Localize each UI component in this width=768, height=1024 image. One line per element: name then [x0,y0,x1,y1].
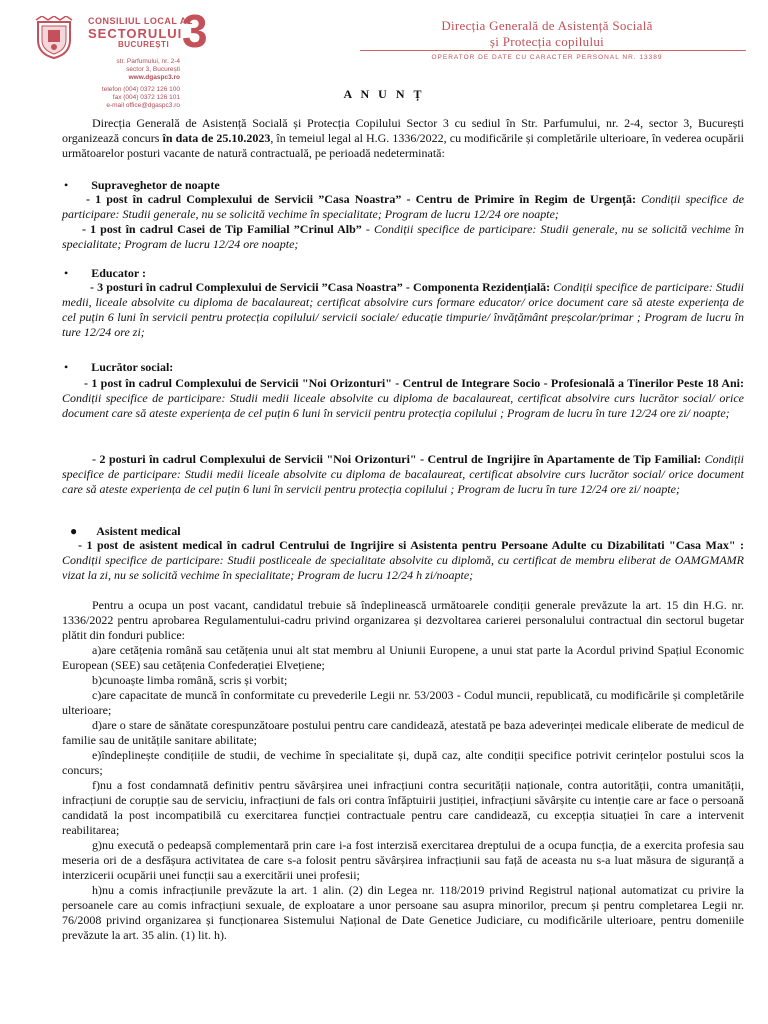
condition-e: e)îndeplinește condițiile de studii, de vechime în specialitate și, după caz, alte condiții specifice potrivit cerințelor postului scos la concurs; [62,748,744,777]
section-title: Asistent medical [96,524,181,538]
website-link[interactable]: www.dgaspc3.ro [128,74,180,81]
post-entry [62,538,744,583]
intro-paragraph [62,116,744,161]
post-title: - 2 posturi în cadrul Complexului de Servicii "Noi Orizonturi" - Centrul de Ingrijire în Apartamente de Tip Familial: [92,452,702,466]
section-educator [64,266,146,281]
condition-d: d)are o stare de sănătate corespunzătoare postului pentru care candidează, atestată pe baza adeverinței medicale eliberate de medicul de familie sau de unitățile sanitare abilitate; [62,718,744,747]
section-social-worker [64,360,173,375]
post-title: - 3 posturi în cadrul Complexului de Servicii ”Casa Noastra” - Componenta Rezidențială: [90,280,551,294]
council-line-1: CONSILIUL LOCAL AL [88,16,193,26]
general-conditions-intro: Pentru a ocupa un post vacant, candidatul trebuie să îndeplinească următoarele condiții generale prevăzute la art. 15 din H.G. nr. 1336/2022 pentru aprobarea Regulamentului-cadru privind organizarea și dezvoltarea carierei personalului contractual din sectorul bugetar plătit din fonduri publice: [62,598,744,642]
council-line-3: BUCUREȘTI [118,40,170,49]
directorate-name-line-2: și Protecția copilului [489,34,605,49]
fax-number: fax (004) 0372 126 101 [112,94,180,101]
intro-date: în data de 25.10.2023 [162,131,271,145]
post-entry [62,376,744,421]
section-title: Supraveghetor de noapte [91,178,220,192]
section-night-supervisor [64,178,220,193]
post-entry [62,452,744,497]
intro-text-a: Direcția Generală de Asistență Socială și Protecția Copilului Sector 3 cu sediul în Str. Parfumului, nr. 2-4, sector 3, București organizează concurs [62,116,744,145]
post-conditions: Condiții specifice de participare: Studii medii liceale absolvite cu diploma de bacalaureat, certificat absolvire curs lucrător social/ orice document care să ateste experiența de cel puțin 6 luni în servicii pentru protecția copilului ; Program de lucru în ture 12/24 ore zi/ noapte; [62,391,744,420]
directorate-name-line-1: Direcția Generală de Asistență Socială [441,18,653,33]
section-title: Educator : [91,266,146,280]
data-operator-number: OPERATOR DE DATE CU CARACTER PERSONAL NR. 13389 [431,54,663,61]
post-conditions: Condiții specifice de participare: Studii generale, nu se solicită vechime în specialitate; Program de lucru 12/24 ore noapte; [62,192,744,221]
condition-b: b)cunoaște limba română, scris și vorbit; [92,673,288,687]
phone-number: telefon (004) 0372 126 100 [101,86,180,93]
bullet-icon: ● [70,524,78,538]
sector-number-logo: 3 [182,5,208,57]
post-entry [62,222,744,252]
section-title: Lucrător social: [91,360,174,374]
email-address[interactable]: e-mail office@dgaspc3.ro [106,102,180,109]
post-title: - 1 post în cadrul Complexului de Servicii ”Casa Noastra” - Centru de Primire în Regim de Urgență: [86,192,636,206]
address-line-1: str. Parfumului, nr. 2-4 [116,58,180,65]
document-title: A N U N Ț [343,87,425,101]
council-line-2: SECTORULUI [88,26,183,41]
bullet-icon: • [64,360,69,374]
post-title: - 1 post în cadrul Casei de Tip Familial ”Crinul Alb” [82,222,362,236]
condition-f: f)nu a fost condamnată definitiv pentru săvârșirea unei infracțiuni contra securității naționale, contra autorității, contra umanității, infracțiuni de corupție sau de serviciu, infracțiuni de fals ori contra înfăptuirii justiției, infracțiuni săvârșite cu intenție care ar face o persoană candidată la post incompatibilă cu exercitarea funcției contractuale pentru care candidează, cu excepția situației în care a intervenit reabilitarea; [62,778,744,837]
section-medical-assistant [70,524,181,539]
post-title: - 1 post de asistent medical în cadrul Centrului de Ingrijire si Asistenta pentru Persoane Adulte cu Dizabilitati "Casa Max" : [78,538,744,552]
post-conditions: Condiții specifice de participare: Studii postliceale de specialitate absolvite cu diplomă, cu certificat de membru eliberat de OAMGMAMR vizat la zi, nu se solicită vechime în specialitate; Program de lucru 12/24 h zi/noapte; [62,553,744,582]
post-title: - 1 post în cadrul Complexului de Servicii "Noi Orizonturi" - Centrul de Integrare Socio - Profesională a Tinerilor Peste 18 Ani: [84,376,744,390]
post-entry [62,280,744,340]
bullet-icon: • [64,178,69,192]
condition-c: c)are capacitate de muncă în conformitate cu prevederile Legii nr. 53/2003 - Codul muncii, republicată, cu modificările și completările ulterioare; [62,688,744,717]
address-line-2: sector 3, București [126,66,180,73]
post-conditions: Condiții specifice de participare: Studii medii, liceale absolvite cu diploma de bacalaureat; certificat absolvire curs formare educator/ orice document care să ateste experiența de cel puțin 6 luni în servicii pentru protecția copilului/ servicii sociale/ educație timpurie/ învățământ preșcolar/primar ; Program de lucru în ture 12/24 ore zi; [62,280,744,339]
intro-text-b: , în temeiul legal al H.G. 1336/2022, cu modificările și completările ulterioare, în vederea ocupării următoarelor posturi vacante de natură contractuală, pe perioadă nedeterminată: [62,131,745,160]
post-entry [62,192,744,222]
condition-g: g)nu execută o pedeapsă complementară prin care i-a fost interzisă exercitarea dreptului de a ocupa funcția, de a exercita profesia sau meseria ori de a desfășura activitatea de care s-a folosit pentru săvârșirea infracțiunii sau față de aceasta nu s-a luat măsura de siguranță a interzicerii ocupării unei funcții sau a exercitării unei profesii; [62,838,744,882]
condition-h: h)nu a comis infracțiunile prevăzute la art. 1 alin. (2) din Legea nr. 118/2019 privind Registrul național automatizat cu privire la persoanele care au comis infracțiuni sexuale, de exploatare a unor persoane sau asupra minorilor, precum și pentru completarea Legii nr. 76/2008 privind organizarea și funcționarea Sistemului Național de Date Genetice Judiciare, cu modificările ulterioare, pentru domeniile prevăzute la art. 35 alin. (1) lit. h). [62,883,744,942]
council-crest-logo [32,16,76,60]
post-conditions: - Condiții specifice de participare: Studii generale, nu se solicită vechime în specialitate; Program de lucru 12/24 ore noapte; [62,222,744,251]
post-conditions: Condiții specifice de participare: Studii medii liceale absolvite cu diploma de bacalaureat, certificat absolvire curs lucrător social/ orice document care să ateste experiența de cel puțin 6 luni în servicii pentru protecția copilului ; Program de lucru în ture 12/24 ore zi/ noapte; [62,452,745,496]
header-divider [360,50,746,51]
bullet-icon: • [64,266,69,280]
condition-a: a)are cetățenia română sau cetățenia unui alt stat membru al Uniunii Europene, a unui stat parte la Acordul privind Spațiul Economic European (SEE) sau cetățenia Confederației Elvețiene; [62,643,744,672]
